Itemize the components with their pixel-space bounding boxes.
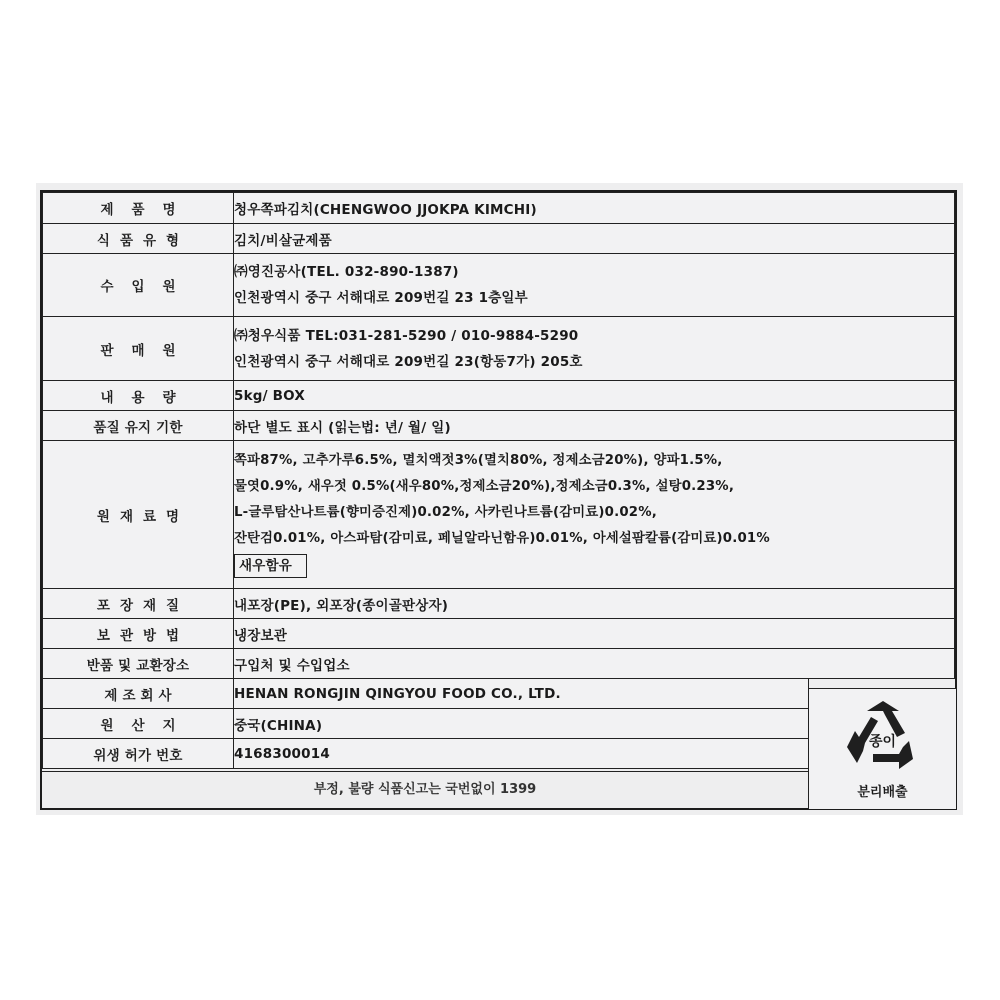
seller-line-1: ㈜청우식품 TEL:031-281-5290 / 010-9884-5290 — [234, 327, 579, 344]
ingredients-line-4: 잔탄검0.01%, 아스파탐(감미료, 페닐알라닌함유)0.01%, 아세설팜칼륨(감미료)0.01% — [234, 530, 770, 546]
label-storage: 보관방법 — [43, 619, 234, 649]
value-permit: 4168300014 — [234, 739, 809, 769]
label-ingredients: 원재료명 — [43, 441, 234, 589]
label-food-type: 식품유형 — [43, 224, 234, 254]
value-ingredients — [234, 441, 955, 589]
value-packaging: 내포장(PE), 외포장(종이골판상자) — [234, 589, 955, 619]
value-food-type: 김치/비살균제품 — [234, 224, 955, 254]
row-packaging — [43, 589, 955, 619]
seller-line-2: 인천광역시 중구 서해대로 209번길 23(항동7가) 205호 — [234, 353, 583, 370]
label-product-name: 제품명 — [43, 193, 234, 224]
row-net-content — [43, 381, 955, 411]
value-importer — [234, 254, 955, 317]
food-label-sheet — [36, 183, 963, 815]
row-product-name — [43, 193, 955, 224]
label-returns: 반품 및 교환장소 — [43, 649, 234, 679]
value-returns: 구입처 및 수입업소 — [234, 649, 955, 679]
label-expiry: 품질 유지 기한 — [43, 411, 234, 441]
value-seller — [234, 317, 955, 381]
row-returns — [43, 649, 955, 679]
row-importer — [43, 254, 955, 317]
row-seller — [43, 317, 955, 381]
label-seller: 판매원 — [43, 317, 234, 381]
row-food-type — [43, 224, 955, 254]
label-importer: 수입원 — [43, 254, 234, 317]
report-hotline-notice: 부정, 불량 식품신고는 국번없이 1399 — [42, 771, 808, 808]
row-expiry — [43, 411, 955, 441]
allergen-notice: 새우함유 — [234, 554, 307, 578]
row-storage — [43, 619, 955, 649]
label-packaging: 포장재질 — [43, 589, 234, 619]
value-product-name: 청우쪽파김치(CHENGWOO JJOKPA KIMCHI) — [234, 193, 955, 224]
ingredients-line-2: 물엿0.9%, 새우젓 0.5%(새우80%,정제소금20%),정제소금0.3%, 설탕0.23%, — [234, 478, 735, 494]
recycle-material-label: 종이 — [868, 734, 897, 750]
label-permit: 위생 허가 번호 — [43, 739, 234, 769]
recycle-mark — [808, 688, 956, 809]
label-table — [42, 192, 955, 769]
value-origin: 중국(CHINA) — [234, 709, 809, 739]
label-net-content: 내용량 — [43, 381, 234, 411]
label-frame — [40, 190, 957, 810]
ingredients-line-1: 쪽파87%, 고추가루6.5%, 멸치액젓3%(멸치80%, 정제소금20%), 양파1.5%, — [234, 452, 723, 468]
value-expiry: 하단 별도 표시 (읽는법: 년/ 월/ 일) — [234, 411, 955, 441]
importer-line-2: 인천광역시 중구 서해대로 209번길 23 1층일부 — [234, 290, 528, 306]
value-net-content: 5kg/ BOX — [234, 381, 955, 411]
label-origin: 원산지 — [43, 709, 234, 739]
importer-line-1: ㈜영진공사(TEL. 032-890-1387) — [234, 264, 459, 280]
row-ingredients — [43, 441, 955, 589]
label-manufacturer: 제조회사 — [43, 679, 234, 709]
recycle-caption: 분리배출 — [857, 785, 908, 800]
value-storage: 냉장보관 — [234, 619, 955, 649]
value-manufacturer: HENAN RONGJIN QINGYOU FOOD CO., LTD. — [234, 679, 809, 709]
ingredients-line-3: L-글루탐산나트륨(향미증진제)0.02%, 사카린나트륨(감미료)0.02%, — [234, 504, 658, 520]
